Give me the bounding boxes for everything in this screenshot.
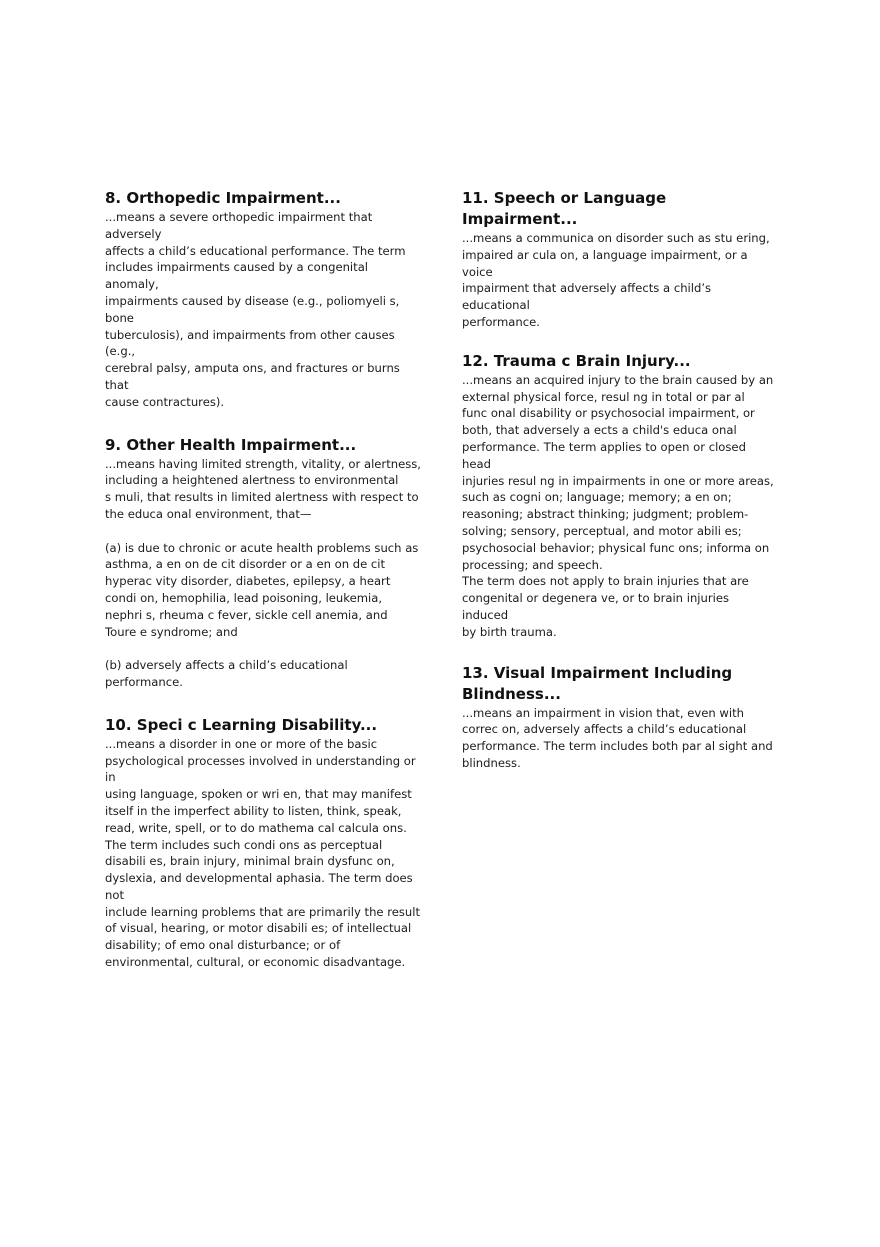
section-body: ...means a communica on disorder such as stu ering, impaired ar cula on, a language impairment, or a voice impairment that adversely affects a child’s educational performance. bbox=[462, 231, 770, 329]
section-heading-line-1: 13. Visual Impairment Including bbox=[462, 663, 733, 682]
section-body: ...means a severe orthopedic impairment that adversely affects a child’s educational performance. The term includes impairments caused by a congenital anomaly, impairments caused by disease (e.g., poliomyeli s, bone tuberculosis), and impairments from other causes (e.g., cerebral palsy, amputa ons, and fractures or burns that cause contractures). bbox=[105, 210, 406, 409]
section-heading: 9. Other Health Impairment... bbox=[105, 435, 357, 454]
section-heading: 11. Speech or Language Impairment... bbox=[462, 189, 667, 228]
section-heading: 12. Trauma c Brain Injury... bbox=[462, 351, 691, 370]
left-column bbox=[105, 188, 423, 987]
list-item-a: (a) is due to chronic or acute health problems such as asthma, a en on de cit disorder or a en on de cit hyperac vity disorder, diabetes, epilepsy, a heart condi on, hemophilia, lead poisoning, leukemia, nephri s, rheuma c fever, sickle cell anemia, and Toure e syndrome; and bbox=[105, 540, 419, 639]
section-body: ...means an acquired injury to the brain caused by an external physical force, resul ng in total or par al func onal disability or psychosocial impairment, or both, that adversely a ects a child's educa onal performance. The term applies to open or closed head injuries resul ng in impairments in one or more areas, such as cogni on; language; memory; a en on; reasoning; abstract thinking; judgment; problem- solving; sensory, perceptual, and motor abili es; psychosocial behavior; physical func ons; informa on processing; and speech. The term does not apply to brain injuries that are congenital or degenera ve, or to brain injuries induced by birth trauma. bbox=[462, 372, 774, 639]
section-speech-language-impairment bbox=[462, 188, 774, 331]
section-body: ...means a disorder in one or more of the basic psychological processes involved in understanding or in using language, spoken or wri en, that may manifest itself in the imperfect ability to listen, think, speak, read, write, spell, or to do mathema cal calcula ons. The term includes such condi ons as perceptual disabili es, brain injury, minimal brain dysfunc on, dyslexia, and developmental aphasia. The term does not include learning problems that are primarily the result of visual, hearing, or motor disabili es; of intellectual disability; of emo onal disturbance; or of environmental, cultural, or economic disadvantage. bbox=[105, 736, 421, 970]
section-body: ...means having limited strength, vitality, or alertness, including a heightened alertness to environmental s muli, that results in limited alertness with respect to the educa onal environment, that— bbox=[105, 456, 421, 521]
right-column bbox=[462, 188, 774, 788]
section-other-health-impairment bbox=[105, 435, 423, 691]
section-specific-learning-disability bbox=[105, 715, 423, 971]
section-visual-impairment bbox=[462, 663, 774, 772]
section-heading-line-2: Blindness... bbox=[462, 684, 561, 703]
section-heading: 8. Orthopedic Impairment... bbox=[105, 189, 341, 207]
list-item-b: (b) adversely affects a child’s educational performance. bbox=[105, 658, 348, 689]
section-orthopedic-impairment bbox=[105, 188, 423, 411]
section-traumatic-brain-injury bbox=[462, 351, 774, 641]
section-heading: 10. Speci c Learning Disability... bbox=[105, 715, 378, 734]
section-body: ...means an impairment in vision that, even with correc on, adversely affects a child’s educational performance. The term includes both par al sight and blindness. bbox=[462, 705, 773, 770]
